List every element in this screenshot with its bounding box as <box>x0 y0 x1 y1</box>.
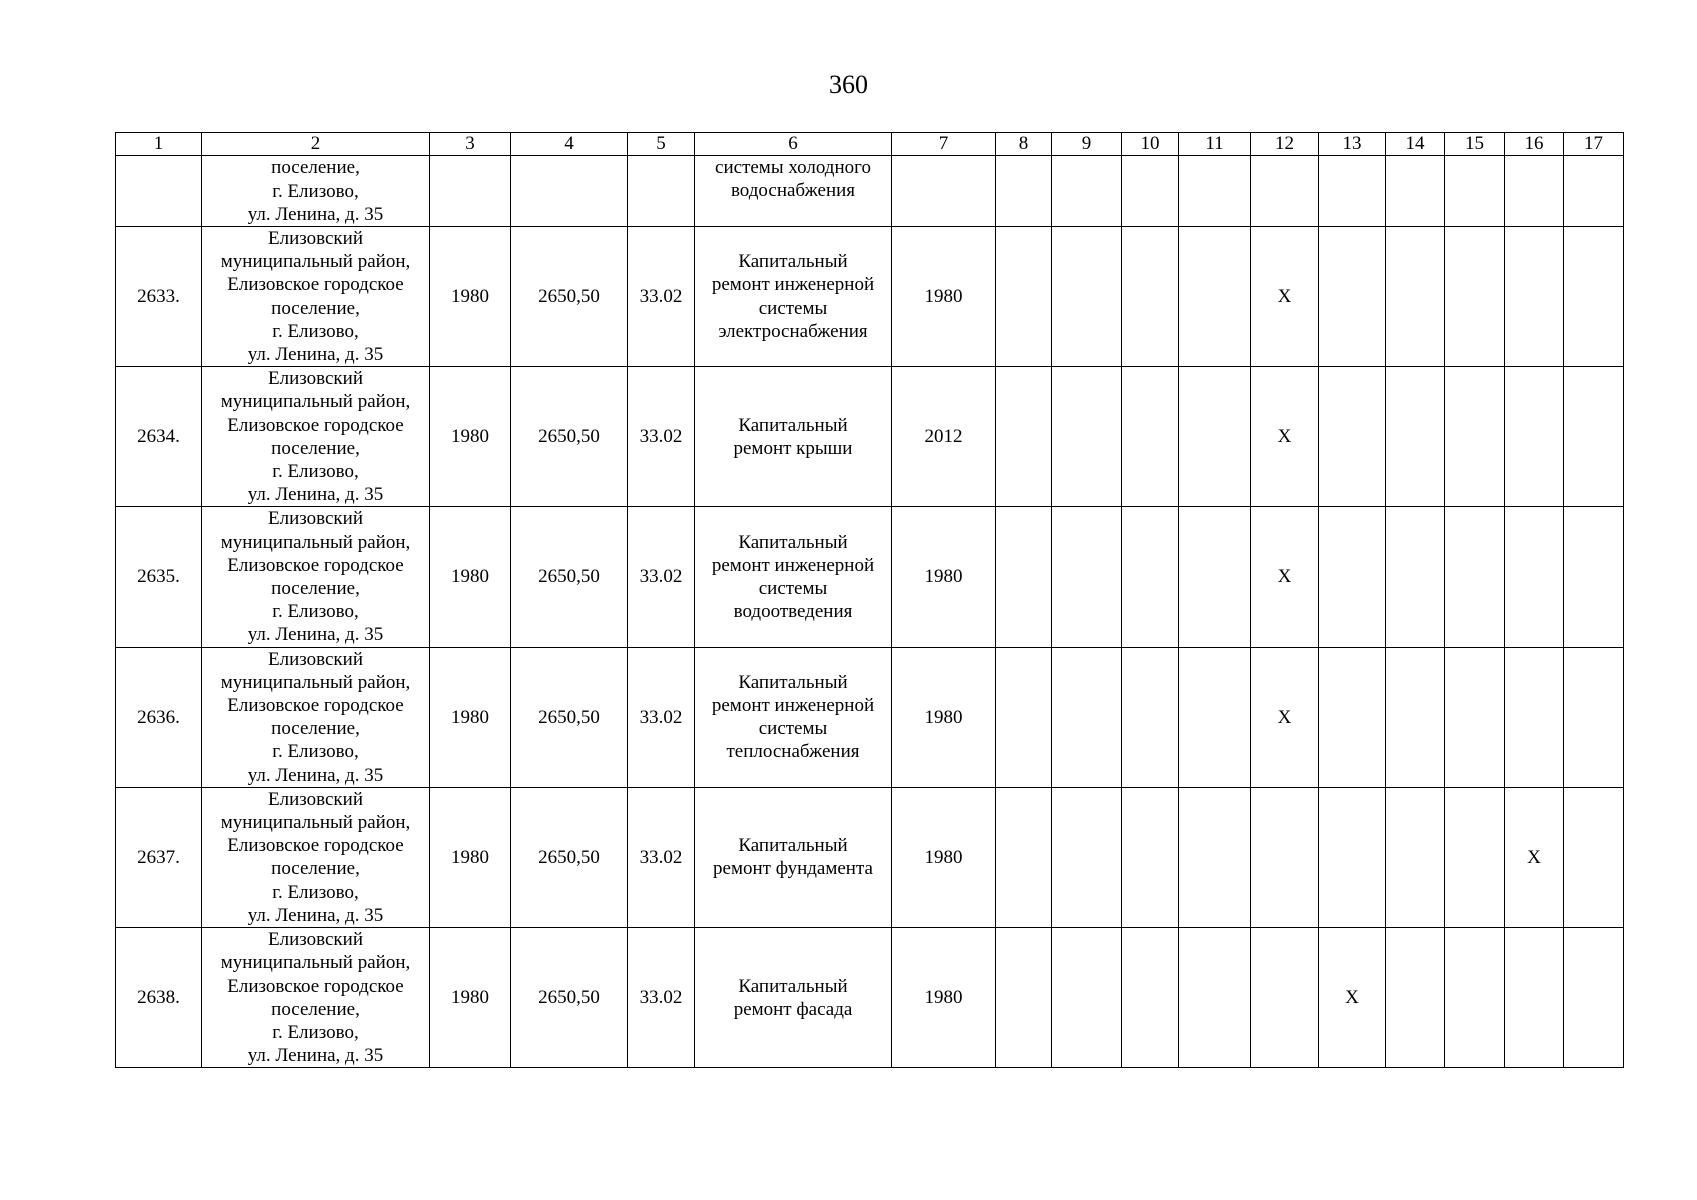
cell-mark-x: X <box>1319 928 1386 1068</box>
cell-year-built: 1980 <box>430 647 511 787</box>
cell-work-type <box>695 787 892 927</box>
work-line: теплоснабжения <box>726 741 860 763</box>
cell-mark <box>1319 367 1386 507</box>
cell-mark <box>1052 787 1122 927</box>
address-line: Елизовское городское <box>227 835 404 857</box>
cell-mark <box>1319 156 1386 227</box>
cell-mark <box>1319 507 1386 647</box>
table-row <box>116 928 1624 1068</box>
address-line: муниципальный район, <box>220 812 411 834</box>
address-line: ул. Ленина, д. 35 <box>247 203 384 225</box>
cell-mark <box>1251 928 1319 1068</box>
repair-schedule-table <box>115 132 1624 1068</box>
cell-num: 2637. <box>116 787 202 927</box>
column-header-16: 16 <box>1505 133 1564 156</box>
work-line: водоотведения <box>733 601 853 623</box>
work-line: электроснабжения <box>718 320 868 342</box>
cell-mark <box>1564 367 1624 507</box>
work-line: ремонт инженерной <box>711 695 875 717</box>
cell-work-type <box>695 507 892 647</box>
cell-mark-x: X <box>1251 227 1319 367</box>
cell-wear: 33.02 <box>628 928 695 1068</box>
work-line: Капитальный <box>738 414 848 436</box>
work-line: ремонт фасада <box>733 998 853 1020</box>
cell-num: 2636. <box>116 647 202 787</box>
cell-area: 2650,50 <box>511 507 628 647</box>
cell-last-repair: 1980 <box>892 647 996 787</box>
address-line: поселение, <box>271 858 360 880</box>
column-header-2: 2 <box>202 133 430 156</box>
cell-mark <box>1564 647 1624 787</box>
work-line: ремонт инженерной <box>711 554 875 576</box>
cell-mark <box>1564 227 1624 367</box>
cell-mark <box>1319 227 1386 367</box>
cell-area: 2650,50 <box>511 787 628 927</box>
column-header-10: 10 <box>1122 133 1179 156</box>
address-line: Елизовский <box>267 929 363 951</box>
continuation-row <box>116 156 1624 227</box>
cell-last-repair: 1980 <box>892 928 996 1068</box>
address-line: г. Елизово, <box>272 461 359 483</box>
work-line: системы <box>758 297 828 319</box>
cell-area: 2650,50 <box>511 227 628 367</box>
cell-address <box>202 227 430 367</box>
work-line: Капитальный <box>738 975 848 997</box>
cell-mark <box>1505 156 1564 227</box>
work-line: ремонт инженерной <box>711 274 875 296</box>
work-line: системы <box>758 718 828 740</box>
cell-mark-x: X <box>1251 647 1319 787</box>
work-line: Капитальный <box>738 251 848 273</box>
column-header-3: 3 <box>430 133 511 156</box>
cell-num: 2633. <box>116 227 202 367</box>
cell-wear: 33.02 <box>628 367 695 507</box>
cell-mark <box>1445 928 1505 1068</box>
address-line: г. Елизово, <box>272 601 359 623</box>
work-line: водоснабжения <box>730 180 856 202</box>
cell-area: 2650,50 <box>511 928 628 1068</box>
cell-last-repair: 1980 <box>892 507 996 647</box>
cell-mark <box>1179 928 1251 1068</box>
work-line: ремонт крыши <box>733 437 853 459</box>
cell-mark <box>1052 227 1122 367</box>
cell-mark <box>1179 227 1251 367</box>
address-line: поселение, <box>271 297 360 319</box>
cell-mark <box>1445 227 1505 367</box>
table-row <box>116 227 1624 367</box>
cell-mark <box>1505 507 1564 647</box>
address-line: Елизовское городское <box>227 554 404 576</box>
cell-mark <box>996 647 1052 787</box>
column-header-4: 4 <box>511 133 628 156</box>
address-line: Елизовский <box>267 788 363 810</box>
address-line: поселение, <box>271 578 360 600</box>
cell-mark <box>1122 647 1179 787</box>
cell-last-repair <box>892 156 996 227</box>
address-line: ул. Ленина, д. 35 <box>247 904 384 926</box>
cell-year-built: 1980 <box>430 227 511 367</box>
cell-mark <box>1386 928 1445 1068</box>
cell-wear: 33.02 <box>628 787 695 927</box>
address-line: Елизовское городское <box>227 414 404 436</box>
address-line: поселение, <box>271 437 360 459</box>
cell-mark <box>1564 787 1624 927</box>
cell-num: 2638. <box>116 928 202 1068</box>
column-header-8: 8 <box>996 133 1052 156</box>
address-line: ул. Ленина, д. 35 <box>247 484 384 506</box>
cell-mark <box>996 507 1052 647</box>
cell-mark <box>1251 787 1319 927</box>
column-header-11: 11 <box>1179 133 1251 156</box>
cell-mark <box>1052 647 1122 787</box>
cell-mark-x: X <box>1251 367 1319 507</box>
address-line: г. Елизово, <box>272 320 359 342</box>
address-line: Елизовское городское <box>227 695 404 717</box>
cell-mark <box>1505 367 1564 507</box>
cell-address <box>202 367 430 507</box>
cell-mark <box>1052 928 1122 1068</box>
cell-mark <box>996 227 1052 367</box>
cell-mark <box>1386 647 1445 787</box>
cell-mark <box>1386 507 1445 647</box>
address-line: поселение, <box>271 998 360 1020</box>
address-line: г. Елизово, <box>272 180 359 202</box>
column-header-12: 12 <box>1251 133 1319 156</box>
cell-wear: 33.02 <box>628 647 695 787</box>
cell-mark <box>1319 647 1386 787</box>
cell-num <box>116 156 202 227</box>
cell-mark <box>1386 227 1445 367</box>
cell-mark <box>1122 787 1179 927</box>
cell-mark <box>1179 507 1251 647</box>
cell-mark <box>1179 156 1251 227</box>
cell-mark <box>1179 367 1251 507</box>
address-line: ул. Ленина, д. 35 <box>247 624 384 646</box>
cell-mark <box>1445 507 1505 647</box>
cell-address <box>202 156 430 227</box>
table-row <box>116 507 1624 647</box>
cell-mark <box>1505 647 1564 787</box>
cell-mark <box>1319 787 1386 927</box>
cell-mark <box>1445 787 1505 927</box>
cell-address <box>202 507 430 647</box>
column-header-17: 17 <box>1564 133 1624 156</box>
address-line: г. Елизово, <box>272 741 359 763</box>
cell-mark <box>1445 367 1505 507</box>
cell-mark <box>996 787 1052 927</box>
column-number-row <box>116 133 1624 156</box>
column-header-9: 9 <box>1052 133 1122 156</box>
work-line: системы <box>758 578 828 600</box>
address-line: ул. Ленина, д. 35 <box>247 1045 384 1067</box>
address-line: Елизовское городское <box>227 975 404 997</box>
cell-address <box>202 928 430 1068</box>
cell-address <box>202 787 430 927</box>
cell-mark <box>1122 507 1179 647</box>
address-line: муниципальный район, <box>220 531 411 553</box>
column-header-7: 7 <box>892 133 996 156</box>
cell-work-type <box>695 367 892 507</box>
cell-year-built: 1980 <box>430 787 511 927</box>
work-line: Капитальный <box>738 671 848 693</box>
address-line: ул. Ленина, д. 35 <box>247 344 384 366</box>
cell-mark <box>1122 227 1179 367</box>
column-header-13: 13 <box>1319 133 1386 156</box>
cell-mark <box>1052 367 1122 507</box>
cell-mark <box>1251 156 1319 227</box>
cell-num: 2635. <box>116 507 202 647</box>
cell-mark <box>1505 227 1564 367</box>
cell-wear <box>628 156 695 227</box>
column-header-5: 5 <box>628 133 695 156</box>
cell-work-type <box>695 647 892 787</box>
cell-work-type <box>695 156 892 227</box>
table-row <box>116 787 1624 927</box>
address-line: муниципальный район, <box>220 391 411 413</box>
cell-mark <box>1386 787 1445 927</box>
table-row <box>116 367 1624 507</box>
cell-wear: 33.02 <box>628 227 695 367</box>
address-line: Елизовский <box>267 508 363 530</box>
cell-year-built: 1980 <box>430 507 511 647</box>
cell-mark <box>1122 156 1179 227</box>
cell-mark <box>1445 156 1505 227</box>
cell-mark <box>1179 787 1251 927</box>
cell-area <box>511 156 628 227</box>
table-row <box>116 647 1624 787</box>
address-line: г. Елизово, <box>272 1021 359 1043</box>
cell-address <box>202 647 430 787</box>
cell-work-type <box>695 227 892 367</box>
cell-mark <box>1122 928 1179 1068</box>
address-line: Елизовский <box>267 648 363 670</box>
address-line: поселение, <box>271 157 360 179</box>
cell-mark <box>1564 156 1624 227</box>
cell-area: 2650,50 <box>511 367 628 507</box>
work-line: Капитальный <box>738 835 848 857</box>
address-line: поселение, <box>271 718 360 740</box>
cell-mark <box>1052 156 1122 227</box>
cell-mark <box>1445 647 1505 787</box>
address-line: муниципальный район, <box>220 671 411 693</box>
address-line: муниципальный район, <box>220 952 411 974</box>
address-line: ул. Ленина, д. 35 <box>247 764 384 786</box>
cell-wear: 33.02 <box>628 507 695 647</box>
cell-mark <box>1564 507 1624 647</box>
cell-mark-x: X <box>1251 507 1319 647</box>
cell-mark <box>1564 928 1624 1068</box>
cell-area: 2650,50 <box>511 647 628 787</box>
cell-year-built: 1980 <box>430 928 511 1068</box>
cell-mark <box>1179 647 1251 787</box>
cell-mark <box>996 928 1052 1068</box>
cell-mark <box>996 367 1052 507</box>
cell-mark <box>1386 156 1445 227</box>
cell-year-built <box>430 156 511 227</box>
address-line: Елизовское городское <box>227 274 404 296</box>
cell-mark <box>1052 507 1122 647</box>
cell-mark <box>1122 367 1179 507</box>
column-header-15: 15 <box>1445 133 1505 156</box>
cell-mark <box>996 156 1052 227</box>
cell-last-repair: 2012 <box>892 367 996 507</box>
column-header-6: 6 <box>695 133 892 156</box>
cell-num: 2634. <box>116 367 202 507</box>
address-line: муниципальный район, <box>220 251 411 273</box>
column-header-1: 1 <box>116 133 202 156</box>
page-number: 360 <box>829 70 868 99</box>
address-line: г. Елизово, <box>272 881 359 903</box>
cell-last-repair: 1980 <box>892 227 996 367</box>
work-line: ремонт фундамента <box>713 858 873 880</box>
cell-mark-x: X <box>1505 787 1564 927</box>
cell-last-repair: 1980 <box>892 787 996 927</box>
cell-work-type <box>695 928 892 1068</box>
address-line: Елизовский <box>267 368 363 390</box>
cell-year-built: 1980 <box>430 367 511 507</box>
work-line: системы холодного <box>715 157 871 178</box>
cell-mark <box>1505 928 1564 1068</box>
address-line: Елизовский <box>267 228 363 249</box>
column-header-14: 14 <box>1386 133 1445 156</box>
cell-mark <box>1386 367 1445 507</box>
work-line: Капитальный <box>738 531 848 553</box>
